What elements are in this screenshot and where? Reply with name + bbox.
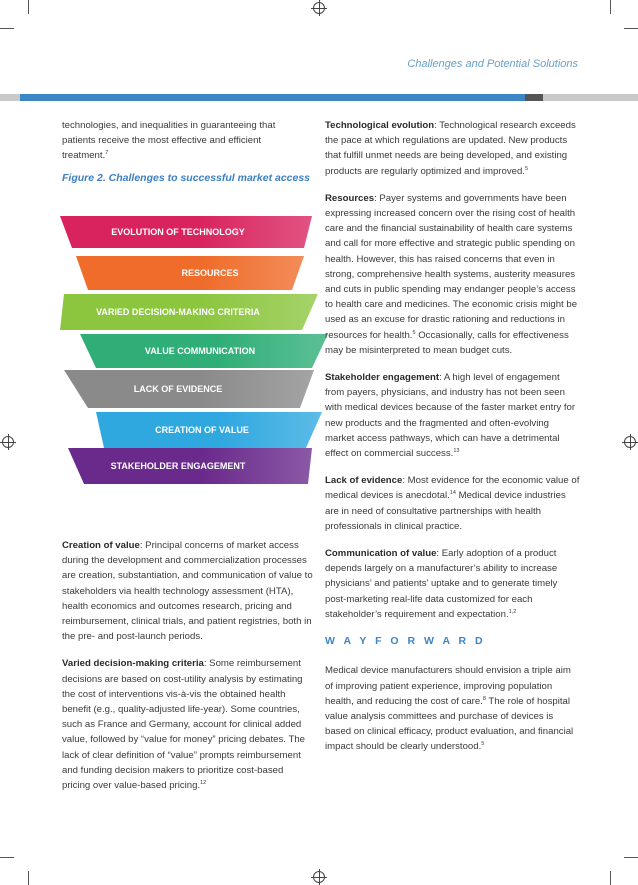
way-forward-paragraph: Medical device manufacturers should envision a triple aim of improving patient experience, improving population health, and reducing the cost of care.$^8$ The role of hospital value analysis committees and purchase of devices is based on clinical efficacy, product evaluation, and financial impact should be clearly understood.$^5$ bbox=[325, 665, 574, 753]
crop-mark bbox=[28, 871, 29, 885]
market-access-challenges-diagram bbox=[60, 212, 330, 502]
crop-mark bbox=[624, 28, 638, 29]
diagram-layer-label: STAKEHOLDER ENGAGEMENT bbox=[110, 461, 246, 471]
communication-of-value-paragraph: Communication of value: Early adoption of a product depends largely on a manufacturer’s ability to increase physicians’ and patients’ uptake and to generate timely post-marketing real-life data customized for each stakeholder’s requirement and expectation.$^{1,2}$ bbox=[325, 548, 558, 620]
resources-paragraph: Resources: Payer systems and governments have been expressing increased concern over the rising cost of health care and the financial sustainability of health care systems and call for more effective and strategic public spending on health. However, this has raised concerns that even in strong, comprehensive health systems, austerity measures and cuts in public spending may endanger people’s access to health care and medicines. The economic crisis might be used as an excuse for drastic rationing and reductions in resources for health.$^5$ Occasionally, calls for effectiveness may be misinterpreted to mean budget cuts. bbox=[325, 192, 578, 356]
registration-mark-icon bbox=[313, 2, 325, 14]
diagram-layer bbox=[96, 412, 322, 448]
figure-caption: Figure 2. Challenges to successful market access bbox=[62, 172, 311, 184]
diagram-layer-label: EVOLUTION OF TECHNOLOGY bbox=[111, 227, 245, 237]
header-color-band bbox=[0, 94, 638, 101]
diagram-layer bbox=[60, 216, 312, 248]
crop-mark bbox=[610, 0, 611, 14]
crop-mark bbox=[610, 871, 611, 885]
registration-mark-icon bbox=[313, 871, 325, 883]
diagram-layer bbox=[76, 256, 304, 290]
way-forward-heading: W A Y F O R W A R D bbox=[325, 635, 486, 648]
diagram-layer bbox=[64, 370, 314, 408]
registration-mark-icon bbox=[624, 436, 636, 448]
left-intro-text: technologies, and inequalities in guaranteeing that patients receive the most effective and efficient treatment.$^7$ bbox=[62, 120, 276, 162]
diagram-layer bbox=[80, 334, 328, 368]
creation-of-value-paragraph: Creation of value: Principal concerns of market access during the development and commercialization processes are creation, substantiation, and communication of value to stakeholders via health technology assessment (HTA), health economics and outcomes research, pricing and reimbursement, clinical trials, and patient registries, both in the pre- and post-launch periods. bbox=[62, 540, 313, 643]
crop-mark bbox=[0, 28, 14, 29]
varied-criteria-paragraph: Varied decision-making criteria: Some reimbursement decisions are based on cost-utility analysis by estimating the cost of interventions vis-à-vis the obtained health benefit (e.g., quality-adjusted life-year). Some countries, such as France and Germany, account for clinical added value, followed by “value for money” pricing debates. The lack of clear definition of “value” prompts reimbursement and funding decision makers to prioritize cost-based pricing over value-based pricing.$^{12}$ bbox=[62, 658, 305, 792]
diagram-layer-label: RESOURCES bbox=[181, 268, 239, 278]
running-header: Challenges and Potential Solutions bbox=[407, 58, 578, 70]
crop-mark bbox=[28, 0, 29, 14]
diagram-layer-label: VALUE COMMUNICATION bbox=[144, 346, 256, 356]
diagram-layer-label: CREATION OF VALUE bbox=[155, 425, 249, 435]
diagram-layer-label: LACK OF EVIDENCE bbox=[133, 384, 223, 394]
registration-mark-icon bbox=[2, 436, 14, 448]
diagram-layer-label: VARIED DECISION-MAKING CRITERIA bbox=[96, 307, 260, 317]
crop-mark bbox=[0, 857, 14, 858]
lack-of-evidence-paragraph: Lack of evidence: Most evidence for the economic value of medical devices is anecdotal.$^{14}$ Medical device industries are in need of consultative partnerships with health professionals in clinical practice. bbox=[325, 475, 580, 532]
technological-evolution-paragraph: Technological evolution: Technological research exceeds the pace at which regulations are updated. New products that fulfill unmet needs are being developed, and existing products are regularly optimized and improved.$^5$ bbox=[325, 120, 576, 177]
crop-mark bbox=[624, 857, 638, 858]
left-body-text bbox=[62, 538, 314, 805]
diagram-layer bbox=[60, 294, 318, 330]
right-body-text bbox=[325, 118, 580, 767]
stakeholder-engagement-paragraph: Stakeholder engagement: A high level of engagement from payers, physicians, and industry has not been seen with medical devices because of the faster market entry for new products and the fragmented and often-evolving market access pathways, which can have a detrimental effect on commercial success.$^{13}$ bbox=[325, 372, 576, 460]
diagram-layer bbox=[68, 448, 312, 484]
